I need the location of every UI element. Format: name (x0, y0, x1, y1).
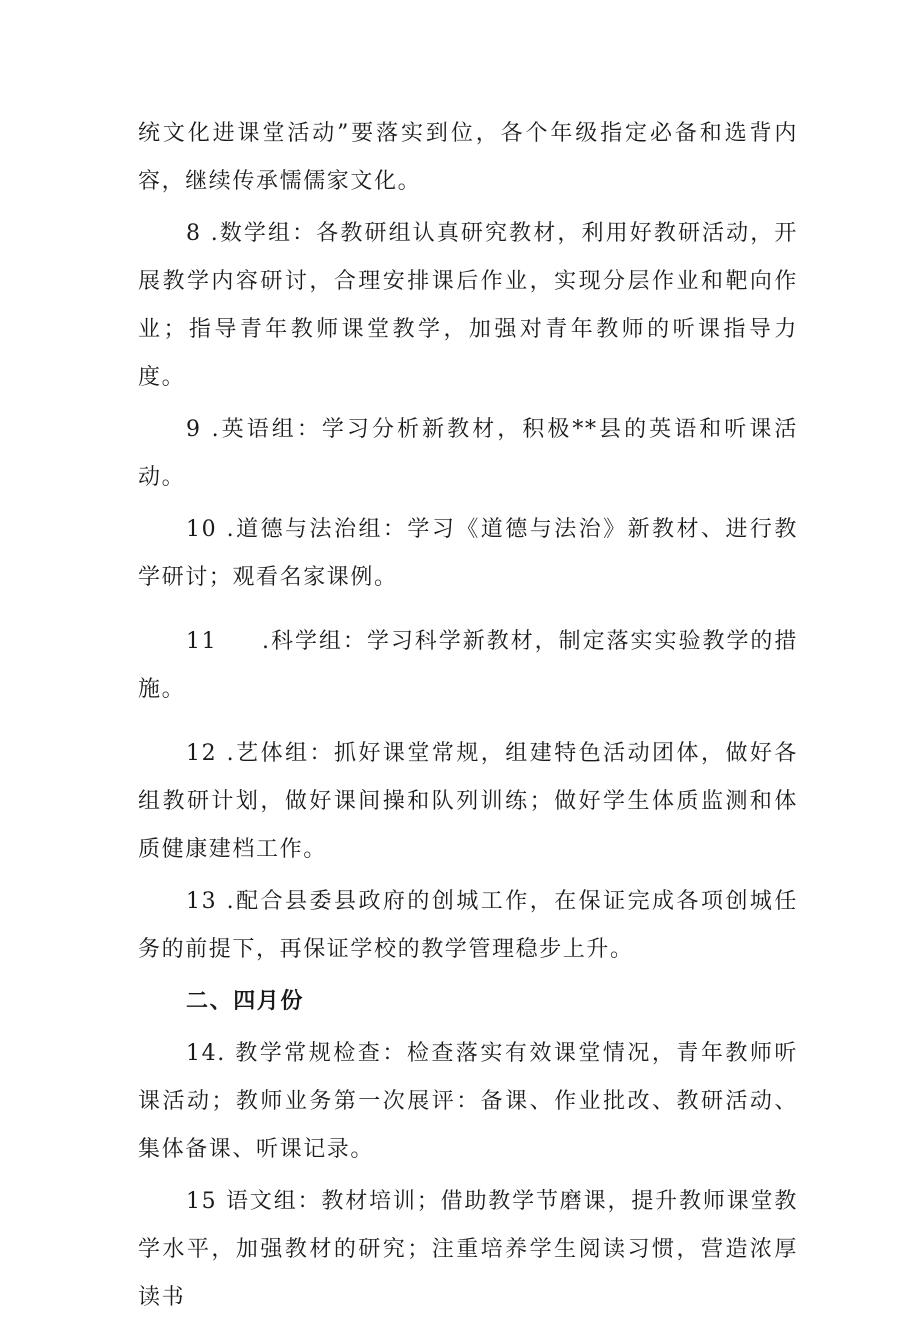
paragraph-item-14-teaching-check: 14. 教学常规检查：检查落实有效课堂情况，青年教师听课活动；教师业务第一次展评：备课、作业批改、教研活动、集体备课、听课记录。 (138, 1041, 798, 1162)
document-body (138, 110, 798, 1322)
paragraph-continuation: 统文化进课堂活动”要落实到位，各个年级指定必备和选背内容，继续传承懦儒家文化。 (138, 121, 798, 194)
paragraph-item-15-chinese: 15 语文组：教材培训；借助教学节磨课，提升教师课堂教学水平，加强教材的研究；注重培养学生阅读习惯，营造浓厚读书 (138, 1189, 798, 1310)
paragraph-item-9-english: 9 .英语组：学习分析新教材，积极**县的英语和听课活动。 (138, 417, 798, 490)
paragraph-item-10-morality-law: 10 .道德与法治组：学习《道德与法治》新教材、进行教学研讨；观看名家课例。 (138, 517, 798, 590)
paragraph-item-11-science: 11 .科学组：学习科学新教材，制定落实实验教学的措施。 (138, 629, 798, 702)
section-heading-april: 二、四月份 (186, 989, 305, 1014)
paragraph-item-8-math: 8 .数学组：各教研组认真研究教材，利用好教研活动，开展教学内容研讨，合理安排课后作业，实现分层作业和靶向作业；指导青年教师课堂教学，加强对青年教师的听课指导力度。 (138, 221, 798, 390)
paragraph-item-12-arts-sports: 12 .艺体组：抓好课堂常规，组建特色活动团体，做好各组教研计划，做好课间操和队列训练；做好学生体质监测和体质健康建档工作。 (138, 741, 798, 862)
paragraph-item-13-city-work: 13 .配合县委县政府的创城工作，在保证完成各项创城任务的前提下，再保证学校的教学管理稳步上升。 (138, 889, 798, 962)
